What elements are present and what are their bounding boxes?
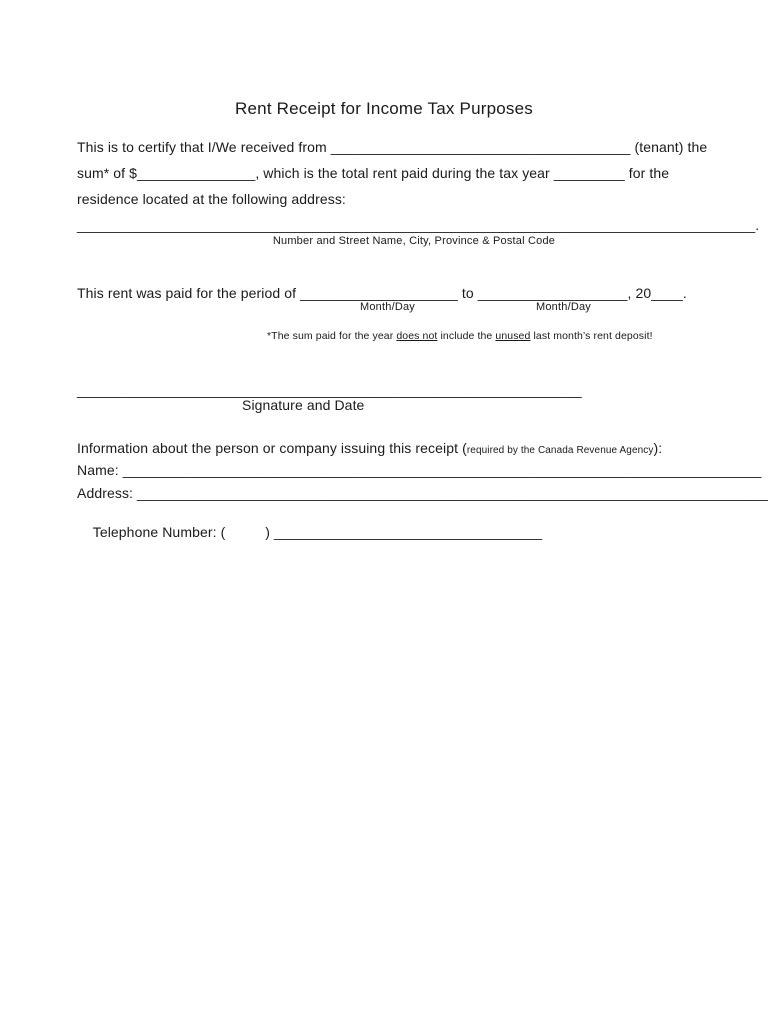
issuer-phone-blank: __________________________________ <box>274 524 543 540</box>
signature-line: ________________________________________________________________ <box>77 382 582 398</box>
address-blank-line: ______________________________________________________________________________________. <box>77 217 760 233</box>
issuer-intro-end: ): <box>653 440 663 456</box>
address-caption: Number and Street Name, City, Province & Postal Code <box>272 235 556 247</box>
issuer-phone-label: Telephone Number: ( ) <box>92 524 275 540</box>
note-middle: include the <box>437 330 496 342</box>
certify-line-1: This is to certify that I/We received from ______________________________________ (tenant) the <box>77 139 708 155</box>
certify-line-3: residence located at the following address: <box>77 191 346 207</box>
issuer-intro <box>77 440 662 456</box>
deposit-note <box>267 330 653 342</box>
issuer-intro-text: Information about the person or company issuing this receipt ( <box>77 440 467 456</box>
form-title: Rent Receipt for Income Tax Purposes <box>235 99 533 118</box>
issuer-name-row <box>77 462 762 478</box>
note-does-not: does not <box>396 330 438 342</box>
issuer-name-label: Name: <box>77 462 123 478</box>
issuer-phone-row <box>77 508 542 556</box>
issuer-address-label: Address: <box>77 485 138 501</box>
issuer-address-row <box>77 485 768 501</box>
period-from-caption: Month/Day <box>360 301 415 313</box>
issuer-intro-requirement: required by the Canada Revenue Agency <box>466 445 654 456</box>
issuer-name-blank: _________________________________________________________________________________ <box>122 462 762 478</box>
note-suffix: last month’s rent deposit! <box>530 330 653 342</box>
note-unused: unused <box>495 330 531 342</box>
period-to-caption: Month/Day <box>536 301 591 313</box>
certify-line-2: sum* of $_______________, which is the total rent paid during the tax year _________ for the <box>77 165 670 181</box>
signature-label: Signature and Date <box>242 397 365 413</box>
note-prefix: *The sum paid for the year <box>267 330 397 342</box>
rent-period-line: This rent was paid for the period of ____________________ to ___________________, 20____. <box>77 285 687 301</box>
issuer-address-blank: ________________________________________________________________________________ <box>137 485 768 501</box>
